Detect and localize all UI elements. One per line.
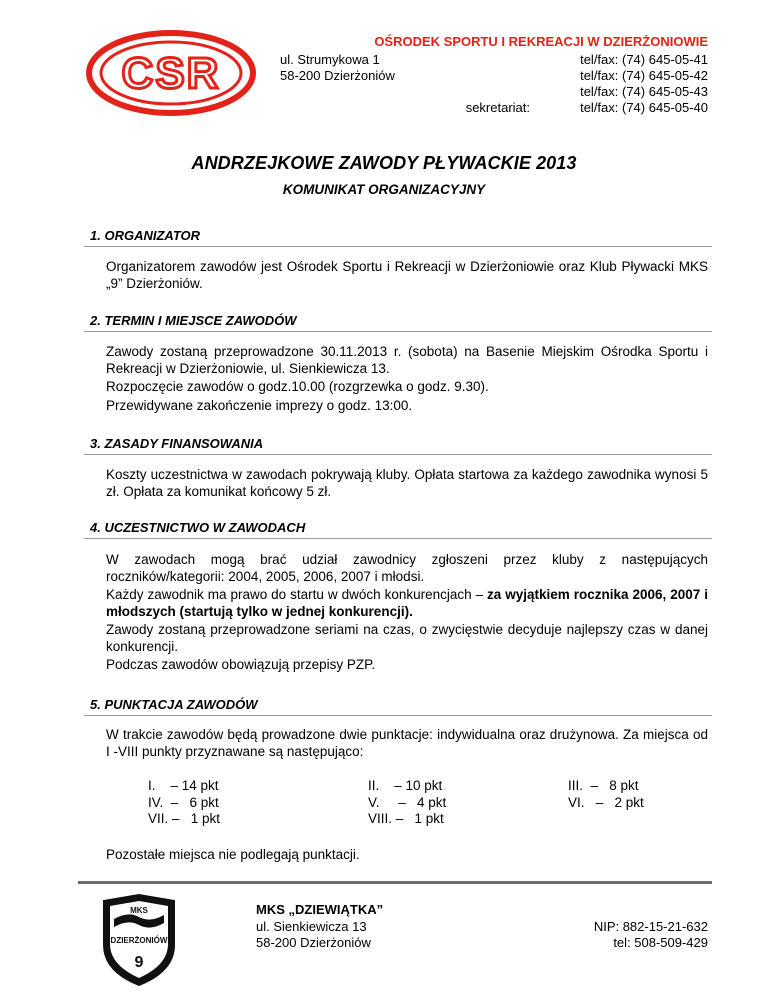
section-heading-participation: 4. UCZESTNICTWO W ZAWODACH <box>90 520 306 535</box>
osir-logo <box>86 30 256 116</box>
phone-list <box>540 52 708 116</box>
paragraph: Zawody zostaną przeprowadzone 30.11.2013 r. (sobota) na Basenie Miejskim Ośrodka Sportu i Rekreacji w Dzierżoniowie, ul. Sienkiewicza 13. <box>106 344 708 376</box>
points-row: VII. – 1 pkt <box>148 811 221 826</box>
paragraph: Podczas zawodów obowiązują przepisy PZP. <box>106 657 376 672</box>
club-street: ul. Sienkiewicza 13 <box>256 919 367 934</box>
points-column-2 <box>368 778 446 828</box>
points-row: VIII. – 1 pkt <box>368 811 444 826</box>
paragraph: Rozpoczęcie zawodów o godz.10.00 (rozgrzewka o godz. 9.30). <box>106 379 489 394</box>
section-divider <box>84 331 712 332</box>
paragraph <box>106 587 708 620</box>
club-address <box>256 919 371 951</box>
paragraph: Organizatorem zawodów jest Ośrodek Sportu i Rekreacji w Dzierżoniowie oraz Klub Pływacki MKS „9” Dzierżoniów. <box>106 259 708 291</box>
document-subtitle: KOMUNIKAT ORGANIZACYJNY <box>282 182 486 197</box>
paragraph: W trakcie zawodów będą prowadzone dwie punktacje: indywidualna oraz drużynowa. Za miejsca od I -VIII punkty przyznawane są następująco: <box>106 727 708 759</box>
club-nip: NIP: 882-15-21-632 <box>593 919 708 934</box>
badge-top-text: MKS <box>130 906 148 915</box>
club-phone: tel: 508-509-429 <box>613 935 708 950</box>
section-divider <box>84 715 712 716</box>
paragraph: Przewidywane zakończenie imprezy o godz. 13:00. <box>106 397 413 413</box>
section-body-date-place <box>106 344 708 414</box>
phone-line: tel/fax: (74) 645-05-42 <box>580 68 708 83</box>
phone-line: tel/fax: (74) 645-05-41 <box>580 52 708 67</box>
paragraph: Koszty uczestnictwa w zawodach pokrywają kluby. Opłata startowa za każdego zawodnika wynosi 5 zł. Opłata za komunikat końcowy 5 zł. <box>106 467 708 499</box>
club-badge <box>98 893 180 987</box>
points-row: II. – 10 pkt <box>368 778 443 793</box>
club-name: MKS „DZIEWIĄTKA” <box>256 902 384 917</box>
phone-line: tel/fax: (74) 645-05-40 <box>580 100 708 115</box>
section-heading-date-place: 2. TERMIN I MIEJSCE ZAWODÓW <box>90 313 297 328</box>
section-divider <box>84 538 712 539</box>
scoring-note <box>106 847 708 864</box>
badge-ring-text: DZIERŻONIÓW <box>110 936 168 945</box>
section-heading-organizer: 1. ORGANIZATOR <box>90 228 201 243</box>
paragraph: W zawodach mogą brać udział zawodnicy zgłoszeni przez kluby z następujących roczników/kategorii: 2004, 2005, 2006, 2007 i młodsi. <box>106 552 708 584</box>
points-column-1 <box>148 778 220 828</box>
secretariat-label: sekretariat: <box>465 100 530 115</box>
points-row: IV. – 6 pkt <box>148 794 219 810</box>
points-row: III. – 8 pkt <box>568 778 639 793</box>
footer-divider <box>78 881 712 884</box>
section-heading-financing: 3. ZASADY FINANSOWANIA <box>90 436 264 451</box>
section-body-financing <box>106 467 708 500</box>
section-body-scoring <box>106 727 708 760</box>
paragraph: Pozostałe miejsca nie podlegają punktacji. <box>106 847 360 862</box>
paragraph: Zawody zostaną przeprowadzone seriami na czas, o zwycięstwie decyduje najlepszy czas w danej konkurencji. <box>106 622 708 654</box>
section-body-organizer <box>106 259 708 292</box>
points-column-3 <box>568 778 644 811</box>
points-row: V. – 4 pkt <box>368 794 447 810</box>
paragraph-text: Każdy zawodnik ma prawo do startu w dwóch konkurencjach – <box>106 587 488 602</box>
club-city: 58-200 Dzierżoniów <box>256 935 371 950</box>
organization-address <box>280 52 395 84</box>
badge-number: 9 <box>134 954 144 971</box>
points-row: I. – 14 pkt <box>148 778 219 793</box>
section-divider <box>84 454 712 455</box>
organization-name: OŚRODEK SPORTU I REKREACJI W DZIERŻONIOWIE <box>374 34 708 49</box>
phone-line: tel/fax: (74) 645-05-43 <box>580 84 708 99</box>
address-city: 58-200 Dzierżoniów <box>280 68 395 83</box>
section-body-participation <box>106 552 708 674</box>
section-divider <box>84 246 712 247</box>
address-street: ul. Strumykowa 1 <box>280 52 380 67</box>
document-title: ANDRZEJKOWE ZAWODY PŁYWACKIE 2013 <box>191 153 577 173</box>
logo-lettering: CSR <box>121 49 221 98</box>
club-contact <box>500 919 708 951</box>
paragraph-emphasis: za wyjątkiem rocznika 2006, 2007 i młodszych (startują tylko w jednej konkurencji). <box>106 587 708 619</box>
section-heading-scoring: 5. PUNKTACJA ZAWODÓW <box>90 697 258 712</box>
points-row: VI. – 2 pkt <box>568 794 644 810</box>
